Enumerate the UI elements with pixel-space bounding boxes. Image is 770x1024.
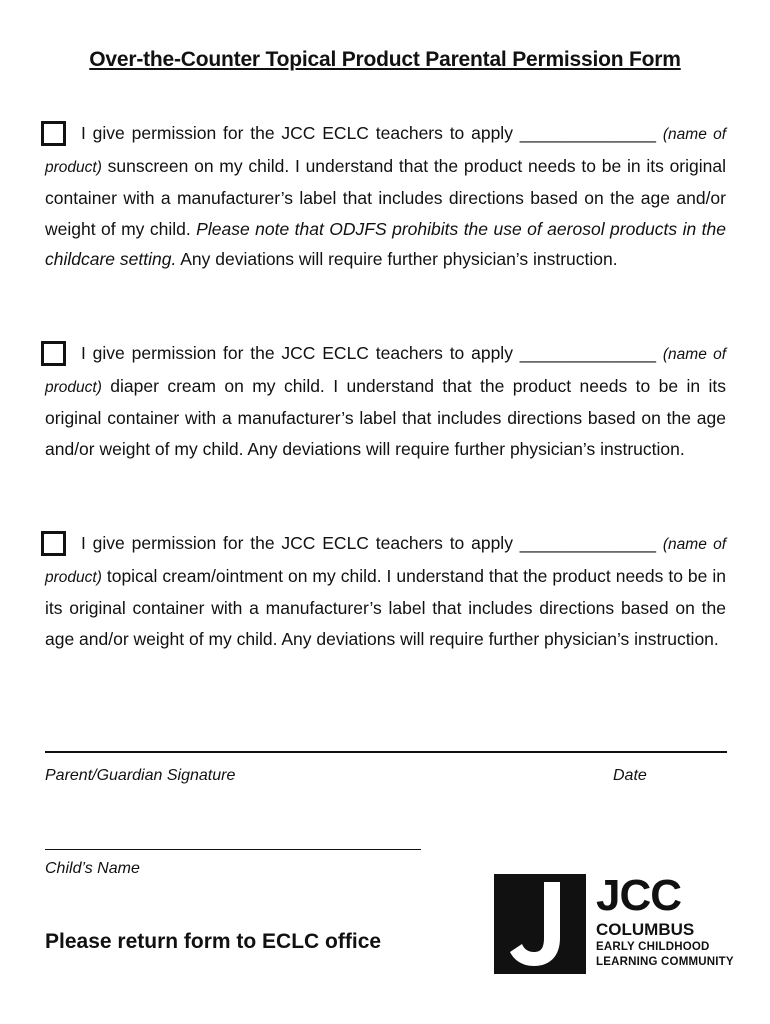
child-name-line[interactable] [45, 849, 421, 850]
section-intro: I give permission for the JCC ECLC teachers to apply [81, 343, 513, 363]
logo-columbus: COLUMBUS [596, 920, 695, 939]
diaper-cream-paragraph [45, 338, 726, 464]
product-hint: (name of product) [45, 126, 726, 176]
section-closing: Any deviations will require further physician’s instruction. [176, 249, 618, 270]
return-instruction: Please return form to ECLC office [45, 930, 382, 953]
product-hint: (name of product) [45, 346, 726, 396]
product-blank[interactable]: ______________ [519, 123, 657, 143]
topical-cream-paragraph [45, 528, 726, 654]
logo-jcc: JCC [596, 871, 682, 920]
date-label: Date [613, 767, 647, 784]
permission-section-sunscreen [45, 118, 726, 275]
sunscreen-checkbox[interactable] [41, 121, 66, 146]
section-body: diaper cream on my child. I understand that the product needs to be in its original container with a manufacturer’s label that includes directions based on the age and/or weight of my child. Any deviations will require further physician’s instruction. [45, 375, 726, 459]
section-body: topical cream/ointment on my child. I understand that the product needs to be in its original container with a manufacturer’s label that includes directions based on the age and/or weight of my child. Any deviations will require further physician’s instruction. [45, 565, 726, 649]
diaper-cream-checkbox[interactable] [41, 341, 66, 366]
jcc-logo-text [596, 871, 734, 970]
jcc-logo [494, 871, 744, 974]
form-title: Over-the-Counter Topical Product Parental Permission Form [89, 48, 681, 71]
section-intro: I give permission for the JCC ECLC teachers to apply [81, 123, 513, 143]
product-blank[interactable]: ______________ [519, 533, 657, 553]
sunscreen-paragraph [45, 118, 726, 275]
product-blank[interactable]: ______________ [519, 343, 657, 363]
logo-learning-community: LEARNING COMMUNITY [596, 956, 734, 968]
signature-label: Parent/Guardian Signature [45, 767, 236, 784]
aerosol-note: Please note that ODJFS prohibits the use of aerosol products in the childcare setting. [45, 218, 726, 270]
permission-section-topical-cream [45, 528, 726, 654]
topical-cream-checkbox[interactable] [41, 531, 66, 556]
child-name-label: Child’s Name [45, 860, 140, 877]
signature-line[interactable] [45, 751, 727, 753]
permission-section-diaper-cream [45, 338, 726, 464]
product-hint: (name of product) [45, 536, 726, 586]
section-intro: I give permission for the JCC ECLC teachers to apply [81, 533, 513, 553]
jcc-logo-mark-icon [494, 874, 586, 974]
section-body: sunscreen on my child. I understand that the product needs to be in its original container with a manufacturer’s label that includes directions based on the age and/or weight of my child. [45, 155, 726, 239]
logo-early-childhood: EARLY CHILDHOOD [596, 941, 710, 953]
